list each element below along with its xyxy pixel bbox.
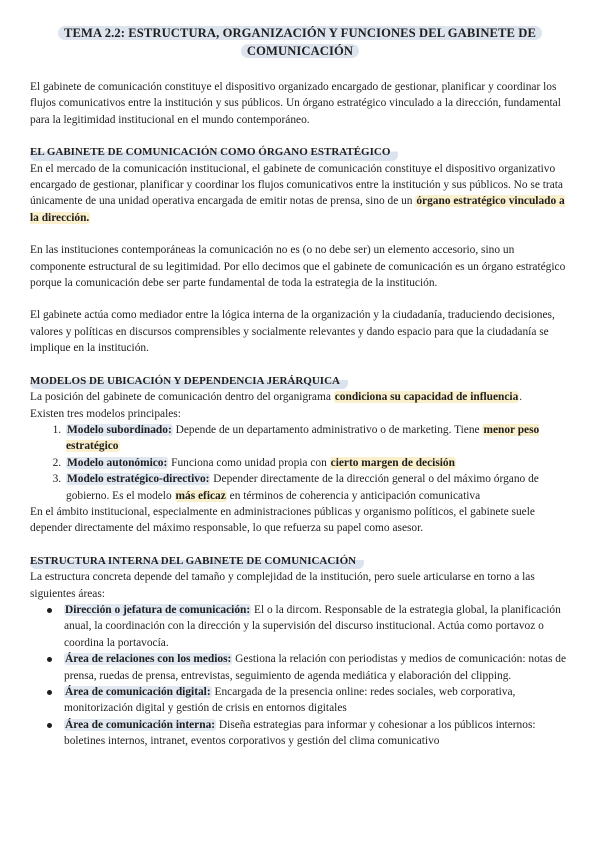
paragraph [30, 161, 570, 227]
highlighted-text: cierto margen de decisión [330, 456, 455, 469]
section-heading: ESTRUCTURA INTERNA DEL GABINETE DE COMUNICACIÓN [30, 553, 364, 569]
list-item-text: en términos de coherencia y anticipación comunicativa [226, 489, 481, 502]
list-item-term: Área de relaciones con los medios: [65, 653, 232, 666]
list-item [64, 651, 570, 684]
paragraph: Existen tres modelos principales: [30, 407, 181, 420]
list-item-text: Depende de un departamento administrativo o de marketing. Tiene [172, 423, 483, 436]
section-internal-structure [30, 553, 570, 750]
section-heading: MODELOS DE UBICACIÓN Y DEPENDENCIA JERÁRQUICA [30, 373, 348, 389]
paragraph: En el ámbito institucional, especialmente en administraciones públicas y organismo políticos, el gabinete suele depender directamente del máximo responsable, lo que refuerza su papel como asesor. [30, 505, 535, 535]
list-item-text: Funciona como unidad propia con [168, 456, 330, 469]
paragraph-text: . [519, 391, 523, 404]
paragraph: El gabinete actúa como mediador entre la lógica interna de la organización y la ciudadanía, traduciendo decisiones, valores y políticas en discursos comprensibles y socialmente relevantes y dando espacio para que la ciudadanía se implique en la institución. [30, 309, 555, 355]
highlighted-text: condiciona su capacidad de influencia [334, 391, 519, 404]
models-list [30, 422, 570, 504]
list-item [64, 455, 570, 471]
highlighted-text: más eficaz [175, 489, 226, 502]
highlighted-text: órgano estratégico vinculado a la dirección. [30, 195, 565, 224]
paragraph-text: En el mercado de la comunicación institucional, el gabinete de comunicación constituye el dispositivo organizativo encargado de gestionar, planificar y coordinar los flujos comunicativos entre la institución y sus públicos. No se trata únicamente de una unidad operativa encargada de emitir notas de prensa, sino de un [30, 162, 563, 208]
list-item [64, 684, 570, 717]
highlighted-text: menor peso estratégico [66, 423, 540, 453]
list-item-term: Área de comunicación digital: [65, 686, 211, 698]
list-item-text: Diseña estrategias para informar y cohesionar a los públicos internos: boletines internos, intranet, eventos corporativos y gestión del clima comunicativo [64, 718, 536, 748]
list-item-term: Dirección o jefatura de comunicación: [65, 603, 251, 616]
title-line-1: TEMA 2.2: ESTRUCTURA, ORGANIZACIÓN Y FUNCIONES DEL GABINETE DE [58, 26, 542, 40]
list-item [64, 717, 570, 750]
paragraph: En las instituciones contemporáneas la comunicación no es (o no debe ser) un elemento accesorio, sino un componente estructural de su legitimidad. Por ello decimos que el gabinete de comunicación es un órgano estratégico porque la comunicación debe ser parte fundamental de toda la estrategia de la institución. [30, 244, 566, 290]
page-title [30, 24, 570, 60]
areas-list [30, 602, 570, 750]
title-line-2: COMUNICACIÓN [241, 44, 359, 58]
paragraph [30, 389, 570, 405]
list-item [64, 471, 570, 504]
list-item [64, 602, 570, 651]
list-item-term: Modelo autonómico: [67, 456, 168, 469]
list-item-text: Encargada de la presencia online: redes sociales, web corporativa, monitorización digital y gestión de crisis en entornos digitales [64, 686, 516, 715]
list-item-text: Depender directamente de la dirección general o del máximo órgano de gobierno. Es el modelo [66, 473, 539, 502]
section-strategic-organ [30, 144, 570, 356]
list-item-text: El o la dircom. Responsable de la estrategia global, la planificación anual, la coordinación con la dirección y la supervisión del discurso institucional. Actúa como portavoz o coordina la portavocía. [64, 603, 561, 649]
section-heading: EL GABINETE DE COMUNICACIÓN COMO ÓRGANO ESTRATÉGICO [30, 144, 398, 160]
list-item [64, 422, 570, 455]
paragraph-text: La posición del gabinete de comunicación dentro del organigrama [30, 391, 334, 404]
list-item-term: Modelo subordinado: [67, 423, 172, 436]
list-item-text: Gestiona la relación con periodistas y medios de comunicación: notas de prensa, ruedas de prensa, entrevistas, seguimiento de agenda mediática y elaboración del clipping. [64, 653, 567, 682]
list-item-term: Modelo estratégico-directivo: [67, 473, 210, 486]
paragraph: La estructura concreta depende del tamaño y complejidad de la institución, pero suele articularse en torno a las siguientes áreas: [30, 571, 535, 600]
intro-paragraph: El gabinete de comunicación constituye el dispositivo organizado encargado de gestionar, planificar y coordinar los flujos comunicativos entre la institución y sus públicos. Un órgano estratégico vinculado a la dirección, fundamental para la legitimidad institucional en el mundo contemporáneo. [30, 81, 561, 126]
list-item-term: Área de comunicación interna: [65, 718, 216, 731]
section-location-models [30, 373, 570, 537]
